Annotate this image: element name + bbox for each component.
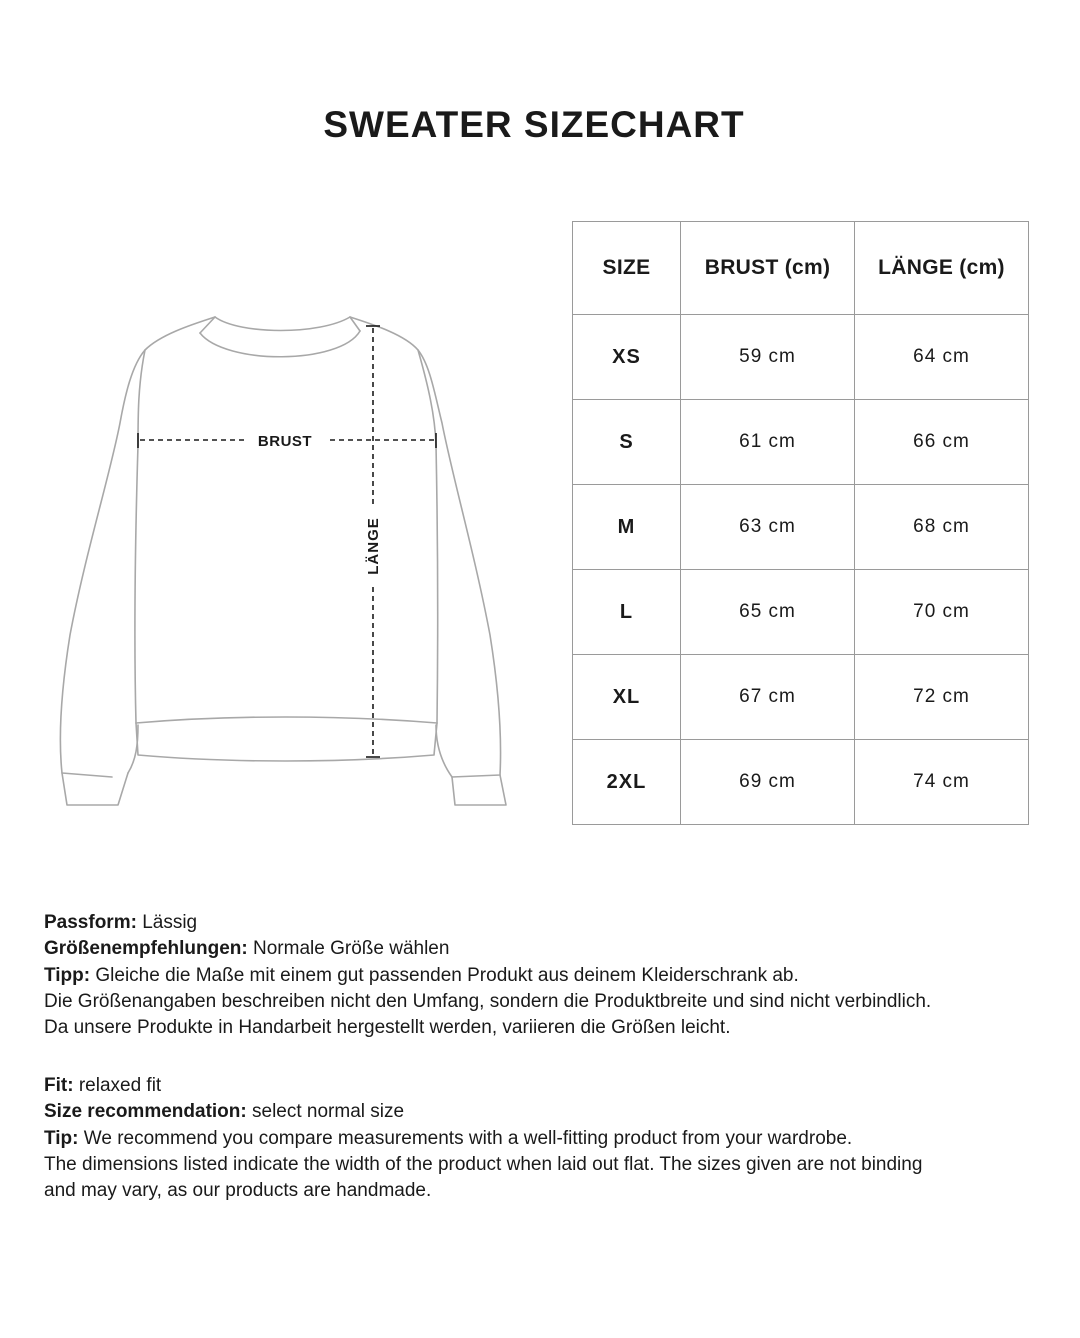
passform-line [44, 910, 1054, 936]
header-laenge: LÄNGE (cm) [855, 222, 1029, 315]
table-row [573, 485, 1029, 570]
laenge-cell: 72 cm [855, 655, 1029, 740]
fit-line [44, 1073, 1054, 1099]
laenge-cell: 68 cm [855, 485, 1029, 570]
size-cell: XS [573, 315, 681, 400]
table-header-row [573, 222, 1029, 315]
groesse-label: Größenempfehlungen: [44, 938, 248, 960]
size-cell: 2XL [573, 740, 681, 825]
brust-cell: 69 cm [681, 740, 855, 825]
tipp-label: Tipp: [44, 964, 91, 986]
notes-english [44, 1073, 1054, 1204]
size-cell: S [573, 400, 681, 485]
size-cell: L [573, 570, 681, 655]
size-recommendation-value: select normal size [252, 1101, 405, 1123]
table-row [573, 315, 1029, 400]
note-line: Da unsere Produkte in Handarbeit hergestellt werden, variieren die Größen leicht. [44, 1017, 731, 1039]
brust-cell: 61 cm [681, 400, 855, 485]
laenge-cell: 70 cm [855, 570, 1029, 655]
tip-value: We recommend you compare measurements with a well-fitting product from your wardrobe. [83, 1127, 853, 1149]
size-cell: XL [573, 655, 681, 740]
tip-line [44, 1126, 1054, 1152]
tipp-line [44, 963, 1054, 989]
size-table [572, 221, 1029, 825]
sweater-diagram [50, 305, 530, 815]
table-row [573, 400, 1029, 485]
note-line: Die Größenangaben beschreiben nicht den Umfang, sondern die Produktbreite und sind nicht verbindlich. [44, 990, 932, 1012]
laenge-cell: 66 cm [855, 400, 1029, 485]
laenge-cell: 64 cm [855, 315, 1029, 400]
header-brust: BRUST (cm) [681, 222, 855, 315]
size-recommendation-line [44, 1099, 1054, 1125]
passform-value: Lässig [142, 912, 198, 933]
brust-label: BRUST [257, 433, 313, 450]
brust-cell: 63 cm [681, 485, 855, 570]
tipp-value: Gleiche die Maße mit einem gut passenden Produkt aus deinem Kleiderschrank ab. [95, 964, 799, 986]
notes-german [44, 910, 1054, 1041]
header-size: SIZE [573, 222, 681, 315]
size-cell: M [573, 485, 681, 570]
table-row [573, 570, 1029, 655]
laenge-cell: 74 cm [855, 740, 1029, 825]
table-row [573, 655, 1029, 740]
fit-value: relaxed fit [78, 1075, 162, 1096]
table-row [573, 740, 1029, 825]
page-title: SWEATER SIZECHART [323, 104, 745, 145]
size-recommendation-label: Size recommendation: [44, 1101, 247, 1123]
passform-label: Passform: [44, 912, 137, 933]
brust-cell: 65 cm [681, 570, 855, 655]
brust-cell: 59 cm [681, 315, 855, 400]
tip-label: Tip: [44, 1127, 79, 1149]
note-line: The dimensions listed indicate the width of the product when laid out flat. The sizes given are not binding [44, 1153, 923, 1175]
note-line: and may vary, as our products are handmade. [44, 1180, 432, 1202]
laenge-label: LÄNGE [365, 517, 382, 575]
brust-cell: 67 cm [681, 655, 855, 740]
sweater-outline-illustration [50, 305, 530, 815]
groesse-value: Normale Größe wählen [253, 938, 450, 960]
fit-label: Fit: [44, 1075, 74, 1096]
groesse-line [44, 936, 1054, 962]
